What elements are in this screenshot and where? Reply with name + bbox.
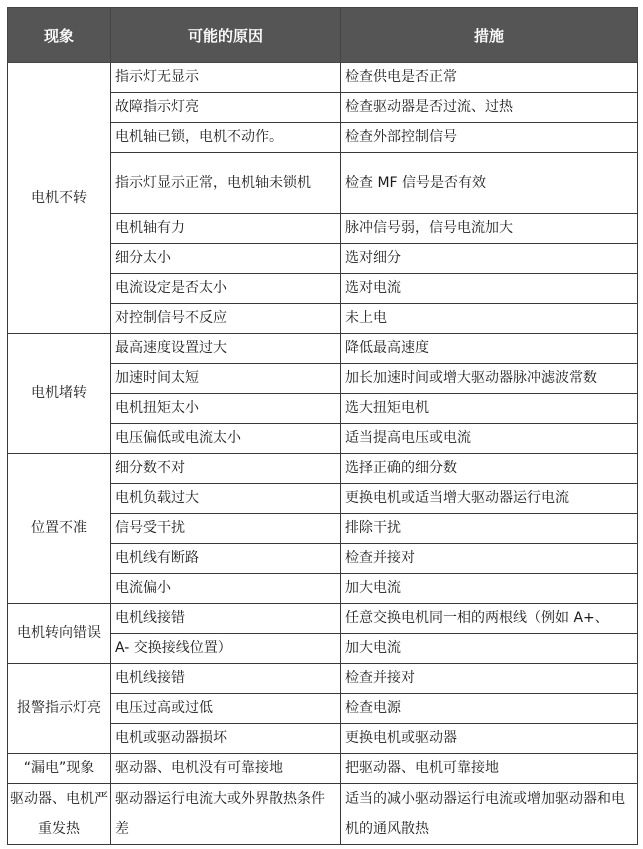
cause-cell: 电机负载过大 [111,484,341,514]
table-row [8,784,638,845]
header-measure: 措施 [341,8,638,63]
measure-cell: 检查供电是否正常 [341,63,638,93]
phenomenon-cell: 电机转向错误 [8,604,111,664]
table-row [8,63,638,93]
measure-cell: 选对细分 [341,244,638,274]
table-row [8,334,638,364]
phenomenon-cell: “漏电”现象 [8,754,111,784]
measure-cell: 检查并接对 [341,544,638,574]
cause-cell: 电机线接错 [111,604,341,634]
measure-cell: 加大电流 [341,574,638,604]
cause-cell: 电流设定是否太小 [111,274,341,304]
measure-cell: 降低最高速度 [341,334,638,364]
cause-cell: 电机轴已锁，电机不动作。 [111,123,341,153]
cause-cell: 信号受干扰 [111,514,341,544]
measure-cell: 检查驱动器是否过流、过热 [341,93,638,123]
measure-cell: 更换电机或适当增大驱动器运行电流 [341,484,638,514]
cause-cell: 最高速度设置过大 [111,334,341,364]
measure-cell: 更换电机或驱动器 [341,724,638,754]
cause-cell: 电压偏低或电流太小 [111,424,341,454]
cause-cell: 细分数不对 [111,454,341,484]
cause-cell: 电机线有断路 [111,544,341,574]
measure-cell: 选对电流 [341,274,638,304]
table-row [8,664,638,694]
measure-cell: 任意交换电机同一相的两根线（例如 A+、 [341,604,638,634]
cause-cell: A- 交换接线位置） [111,634,341,664]
cause-cell: 驱动器、电机没有可靠接地 [111,754,341,784]
measure-cell: 适当提高电压或电流 [341,424,638,454]
cause-cell: 加速时间太短 [111,364,341,394]
cause-cell: 电机扭矩太小 [111,394,341,424]
measure-cell: 选择正确的细分数 [341,454,638,484]
cause-cell: 指示灯显示正常，电机轴未锁机 [111,153,341,214]
measure-cell: 检查 MF 信号是否有效 [341,153,638,214]
cause-cell: 电机轴有力 [111,214,341,244]
cause-cell: 电机或驱动器损坏 [111,724,341,754]
phenomenon-cell: 驱动器、电机严重发热 [8,784,111,845]
table-row [8,754,638,784]
measure-cell: 未上电 [341,304,638,334]
cause-cell: 电流偏小 [111,574,341,604]
cause-cell: 故障指示灯亮 [111,93,341,123]
measure-cell: 检查并接对 [341,664,638,694]
cause-cell: 电压过高或过低 [111,694,341,724]
measure-cell: 选大扭矩电机 [341,394,638,424]
table-header-row [8,8,638,63]
header-phenomenon: 现象 [8,8,111,63]
measure-cell: 加大电流 [341,634,638,664]
table-row [8,604,638,634]
measure-cell: 适当的减小驱动器运行电流或增加驱动器和电机的通风散热 [341,784,638,845]
troubleshooting-table [7,7,638,845]
cause-cell: 对控制信号不反应 [111,304,341,334]
cause-cell: 电机线接错 [111,664,341,694]
measure-cell: 脉冲信号弱，信号电流加大 [341,214,638,244]
measure-cell: 排除干扰 [341,514,638,544]
measure-cell: 加长加速时间或增大驱动器脉冲滤波常数 [341,364,638,394]
measure-cell: 检查外部控制信号 [341,123,638,153]
cause-cell: 细分太小 [111,244,341,274]
cause-cell: 驱动器运行电流大或外界散热条件差 [111,784,341,845]
measure-cell: 检查电源 [341,694,638,724]
phenomenon-cell: 位置不准 [8,454,111,604]
measure-cell: 把驱动器、电机可靠接地 [341,754,638,784]
phenomenon-cell: 电机不转 [8,63,111,334]
phenomenon-cell: 报警指示灯亮 [8,664,111,754]
phenomenon-cell: 电机堵转 [8,334,111,454]
cause-cell: 指示灯无显示 [111,63,341,93]
table-row [8,454,638,484]
header-cause: 可能的原因 [111,8,341,63]
